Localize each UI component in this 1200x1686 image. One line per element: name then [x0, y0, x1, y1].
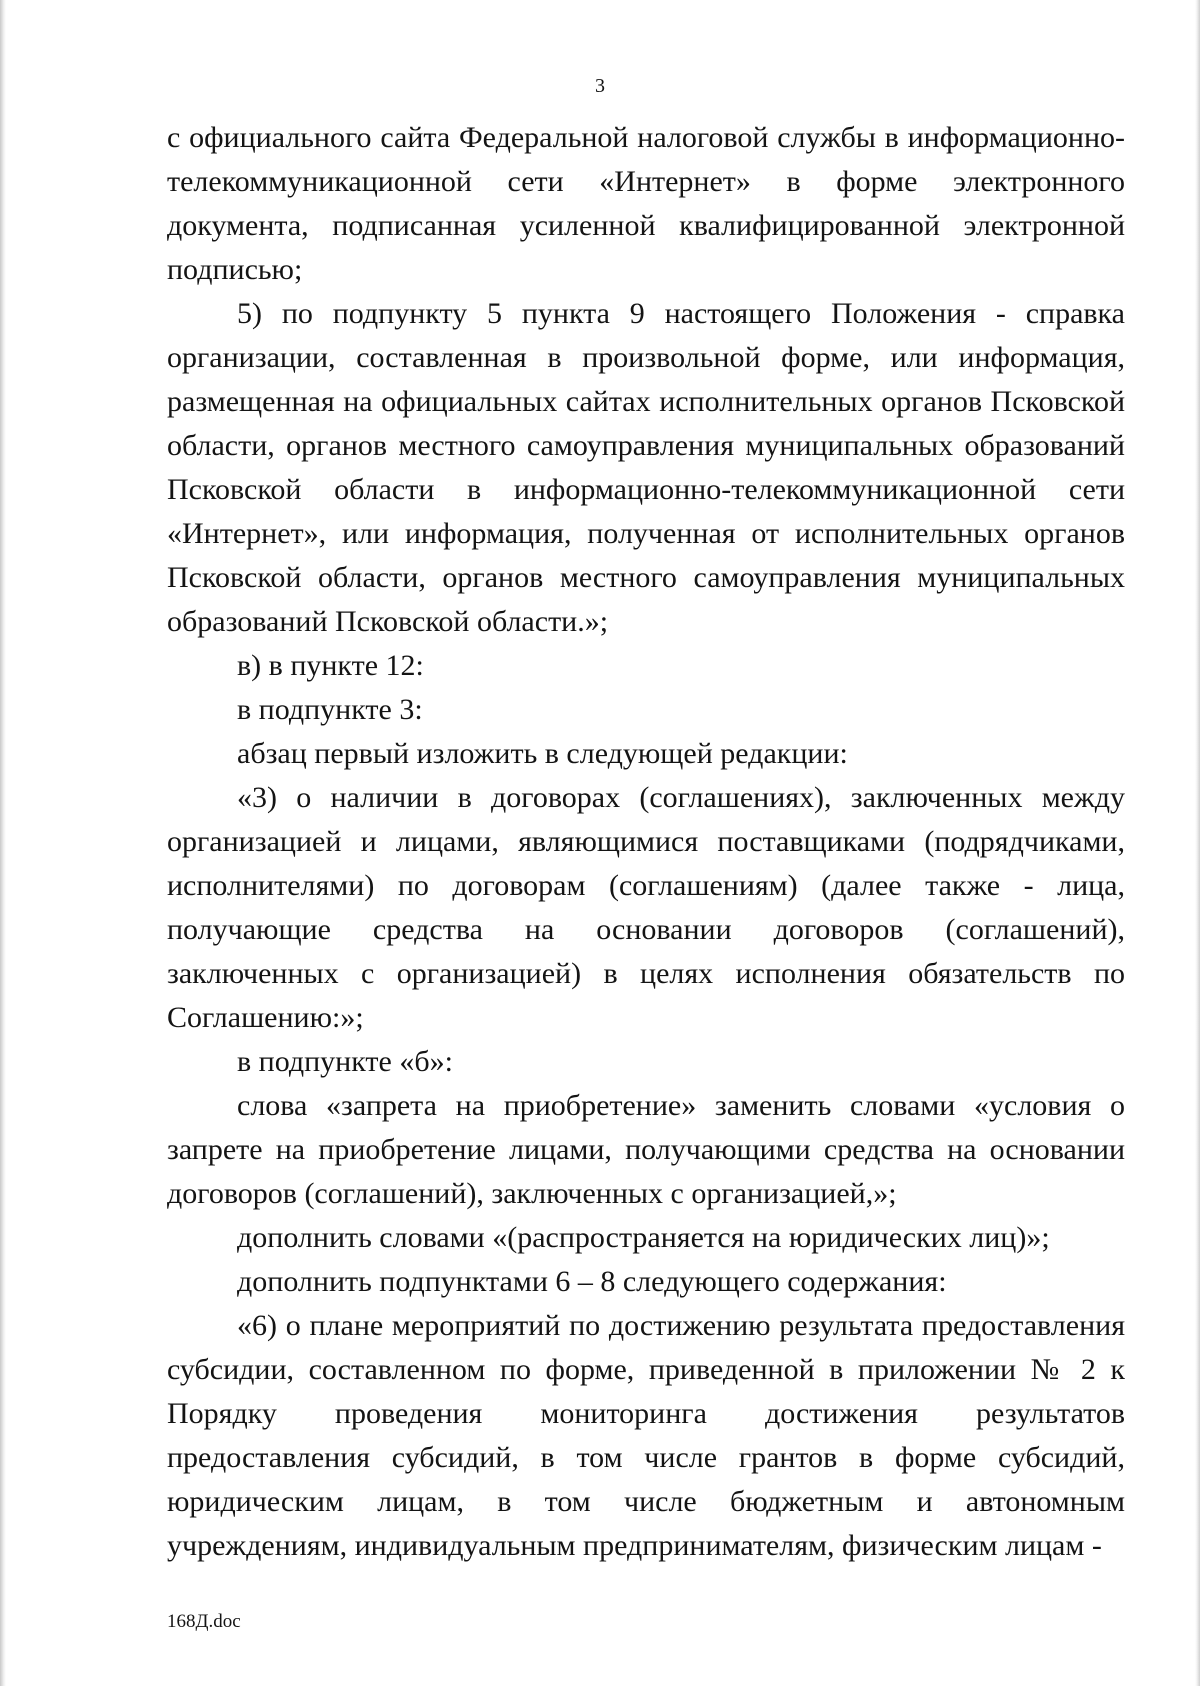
paragraph-11: «6) о плане мероприятий по достижению результата предоставления субсидии, составленном по форме, приведенной в приложении № 2 к Порядку проведения мониторинга достижения результатов предоставления субсидий, в том числе грантов в форме субсидий, юридическим лицам, в том числе бюджетным и автономным учреждениям, индивидуальным предпринимателям, физическим лицам - [167, 1309, 1125, 1562]
scan-edge-left [0, 0, 6, 1686]
paragraph-3: в) в пункте 12: [237, 649, 424, 682]
paragraph-1: с официального сайта Федеральной налоговой службы в информационно-телекоммуникационной сети «Интернет» в форме электронного документа, подписанная усиленной квалифицированной электронной подписью; [167, 121, 1125, 286]
document-body [167, 116, 1125, 1568]
paragraph-7: в подпункте «б»: [237, 1045, 453, 1078]
paragraph-2: 5) по подпункту 5 пункта 9 настоящего Положения - справка организации, составленная в произвольной форме, или информация, размещенная на официальных сайтах исполнительных органов Псковской области, органов местного самоуправления муниципальных образований Псковской области в информационно-телекоммуникационной сети «Интернет», или информация, полученная от исполнительных органов Псковской области, органов местного самоуправления муниципальных образований Псковской области.»; [167, 297, 1125, 638]
paragraph-10: дополнить подпунктами 6 – 8 следующего содержания: [237, 1265, 947, 1298]
scan-edge-right [1195, 0, 1200, 1686]
page-number: 3 [595, 75, 605, 97]
paragraph-4: в подпункте 3: [237, 693, 423, 726]
footer-filename: 168Д.doc [167, 1611, 241, 1632]
paragraph-5: абзац первый изложить в следующей редакции: [237, 737, 848, 770]
paragraph-8: слова «запрета на приобретение» заменить словами «условия о запрете на приобретение лицами, получающими средства на основании договоров (соглашений), заключенных с организацией,»; [167, 1089, 1125, 1210]
paragraph-6: «3) о наличии в договорах (соглашениях), заключенных между организацией и лицами, являющимися поставщиками (подрядчиками, исполнителями) по договорам (соглашениям) (далее также - лица, получающие средства на основании договоров (соглашений), заключенных с организацией) в целях исполнения обязательств по Соглашению:»; [167, 781, 1125, 1034]
paragraph-9: дополнить словами «(распространяется на юридических лиц)»; [237, 1221, 1050, 1254]
